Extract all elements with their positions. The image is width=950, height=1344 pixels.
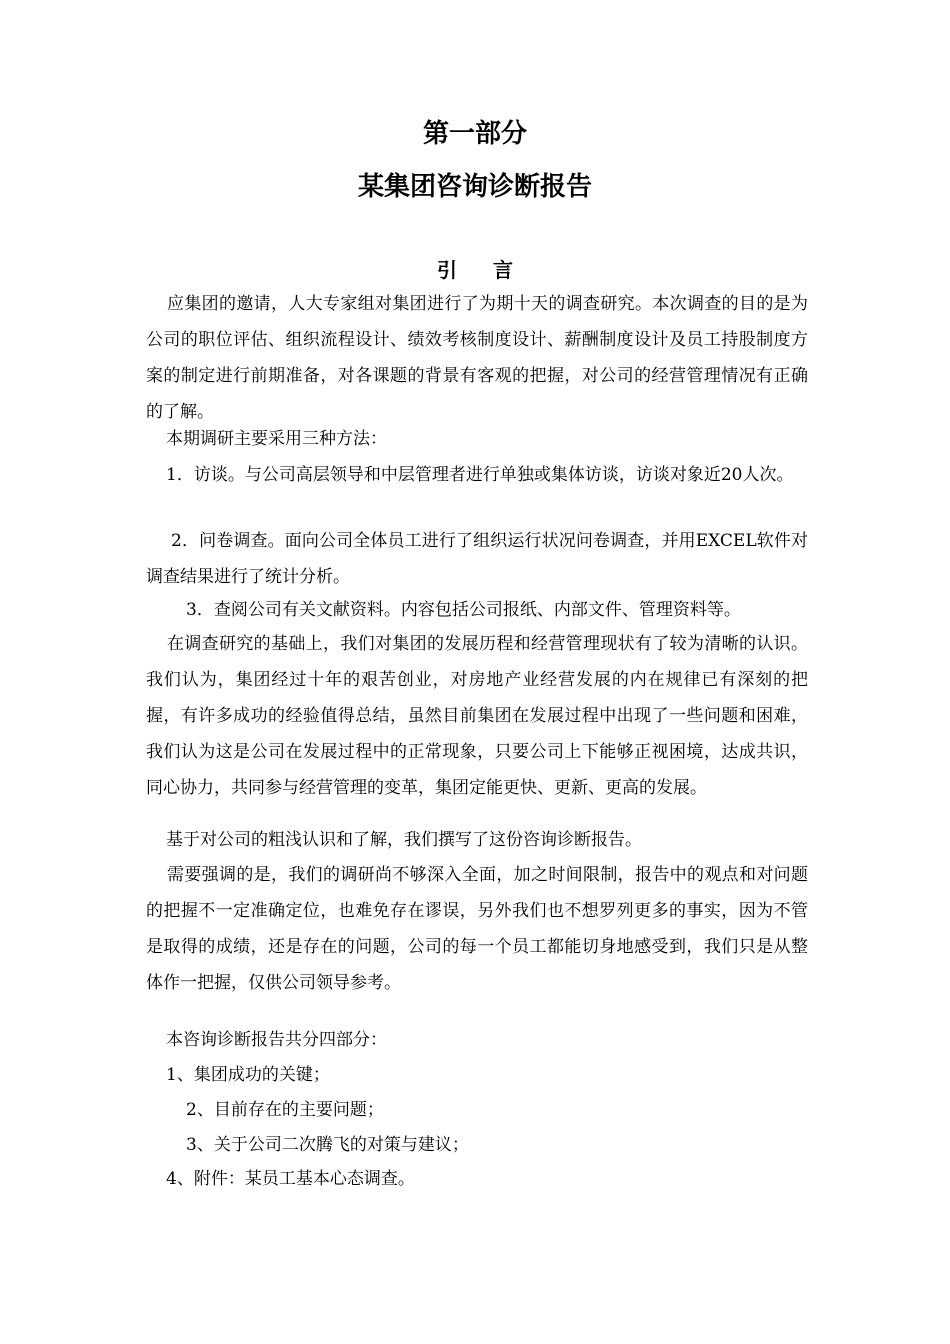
- section-heading-char-2: 言: [493, 258, 513, 282]
- report-title: 某集团咨询诊断报告: [357, 172, 592, 202]
- intro-paragraph-1: 应集团的邀请，人大专家组对集团进行了为期十天的调查研究。本次调查的目的是为公司的职位评估、组织流程设计、绩效考核制度设计、薪酬制度设计及员工持股制度方案的制定进行前期准备，对各课题的背景有客观的把握，对公司的经营管理情况有正确的了解。: [146, 294, 808, 422]
- part-list-item-3: 3、关于公司二次腾飞的对策与建议；: [186, 1135, 469, 1155]
- section-heading-char-1: 引: [437, 258, 457, 282]
- disclaimer-paragraph: 需要强调的是，我们的调研尚不够深入全面，加之时间限制，报告中的观点和对问题的把握不一定准确定位，也难免存在谬误，另外我们也不想罗列更多的事实，因为不管是取得的成绩，还是存在的问题，公司的每一个员工都能切身地感受到，我们只是从整体作一把握，仅供公司领导参考。: [146, 865, 808, 993]
- method-item-1: 1．访谈。与公司高层领导和中层管理者进行单独或集体访谈，访谈对象近20人次。: [166, 465, 794, 485]
- part-list-item-4: 4、附件：某员工基本心态调查。: [166, 1169, 415, 1189]
- part-list-item-1: 1、集团成功的关键；: [166, 1065, 330, 1085]
- part-list-item-2: 2、目前存在的主要问题；: [186, 1100, 384, 1120]
- section-heading: [0, 256, 950, 284]
- part-title: 第一部分: [422, 119, 527, 149]
- method-item-2: 2．问卷调查。面向公司全体员工进行了组织运行状况问卷调查，并用EXCEL软件对调查结果进行了统计分析。: [146, 531, 808, 587]
- methods-intro: 本期调研主要采用三种方法：: [166, 429, 387, 449]
- report-basis-paragraph: 基于对公司的粗浅认识和了解，我们撰写了这份咨询诊断报告。: [166, 830, 642, 850]
- findings-paragraph: 在调查研究的基础上，我们对集团的发展历程和经营管理现状有了较为清晰的认识。我们认为，集团经过十年的艰苦创业，对房地产业经营发展的内在规律已有深刻的把握，有许多成功的经验值得总结，虽然目前集团在发展过程中出现了一些问题和困难，我们认为这是公司在发展过程中的正常现象，只要公司上下能够正视困境，达成共识，同心协力，共同参与经营管理的变革，集团定能更快、更新、更高的发展。: [146, 634, 808, 798]
- structure-intro: 本咨询诊断报告共分四部分：: [166, 1030, 387, 1050]
- method-item-3: 3．查阅公司有关文献资料。内容包括公司报纸、内部文件、管理资料等。: [186, 600, 741, 620]
